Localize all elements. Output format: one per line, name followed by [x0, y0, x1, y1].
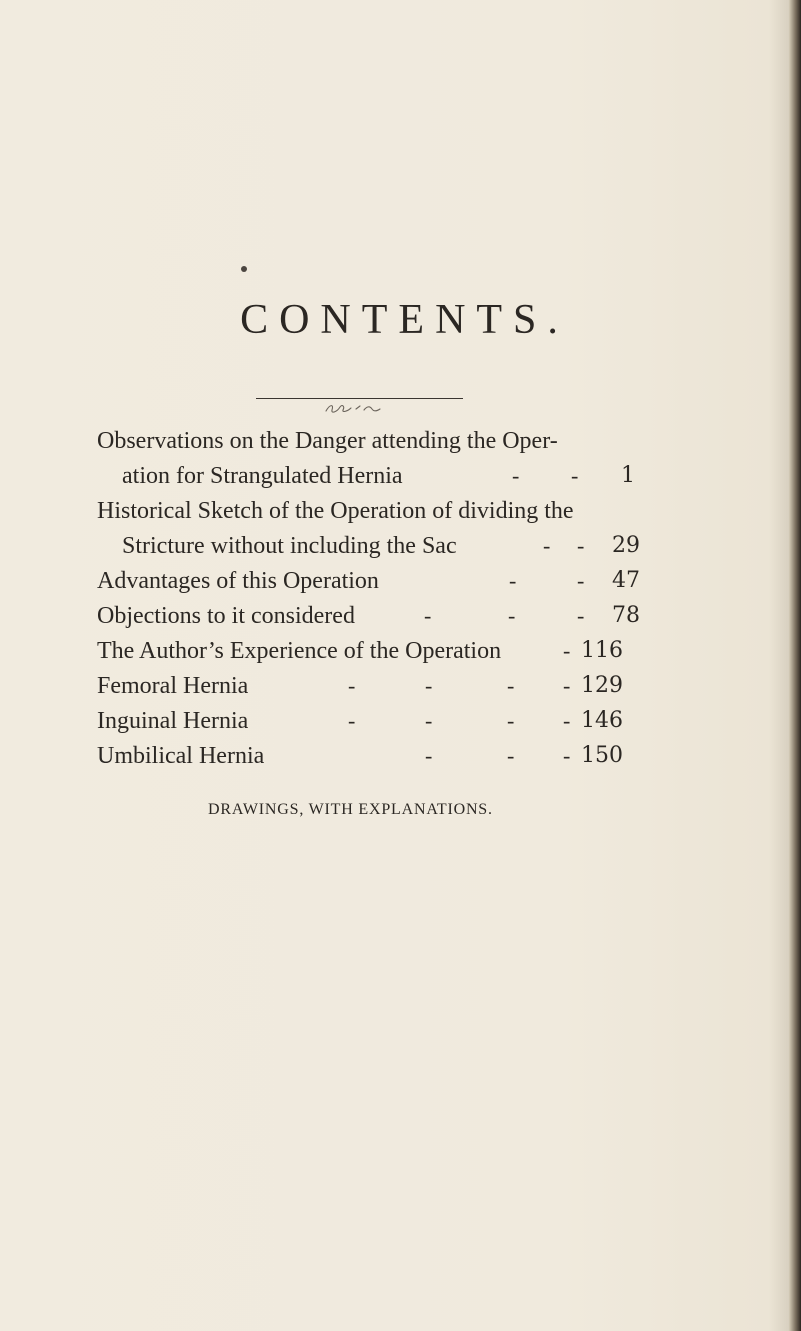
leader-dash: - — [563, 638, 571, 663]
drawings-caption: DRAWINGS, WITH EXPLANATIONS. — [208, 801, 493, 818]
leader-dash: - — [577, 533, 585, 558]
leader-dash: - — [507, 673, 515, 698]
toc-page-number: 116 — [581, 638, 623, 663]
leader-dash: - — [507, 708, 515, 733]
toc-entry-text: Advantages of this Operation — [97, 568, 379, 594]
leader-dash: - — [425, 708, 433, 733]
toc-entry-text: The Author’s Experience of the Operation — [97, 638, 502, 664]
leader-dash: - — [543, 533, 551, 558]
flourish-icon — [296, 400, 406, 416]
leader-dash: - — [348, 708, 356, 733]
leader-dash: - — [348, 673, 356, 698]
leader-dash: - — [425, 743, 433, 768]
leader-dash: - — [512, 463, 520, 488]
leader-dash: - — [577, 568, 585, 593]
toc-entry-text: Inguinal Hernia — [97, 708, 249, 734]
page-title: CONTENTS. — [240, 297, 569, 343]
leader-dash: - — [563, 673, 571, 698]
leader-dash: - — [508, 603, 516, 628]
leader-dash: - — [424, 603, 432, 628]
toc-page-number: 150 — [581, 743, 623, 768]
toc-entry-text: Stricture without including the Sac — [122, 533, 457, 559]
toc-entry-text: Observations on the Danger attending the Oper- — [97, 428, 558, 454]
page-edge-shadow — [789, 0, 801, 1331]
ink-speck — [241, 266, 247, 272]
toc-page-number: 78 — [612, 603, 640, 628]
leader-dash: - — [425, 673, 433, 698]
toc-entry-text: Femoral Hernia — [97, 673, 249, 699]
leader-dash: - — [563, 743, 571, 768]
table-of-contents — [0, 425, 801, 785]
leader-dash: - — [507, 743, 515, 768]
toc-page-number: 1 — [621, 463, 635, 488]
leader-dash: - — [563, 708, 571, 733]
toc-entry-text: Umbilical Hernia — [97, 743, 265, 769]
toc-entry-text: ation for Strangulated Hernia — [122, 463, 403, 489]
leader-dash: - — [509, 568, 517, 593]
toc-page-number: 129 — [581, 673, 623, 698]
leader-dash: - — [577, 603, 585, 628]
leader-dash: - — [571, 463, 579, 488]
toc-page-number: 47 — [612, 568, 640, 593]
toc-page-number: 29 — [612, 533, 640, 558]
toc-entry-text: Historical Sketch of the Operation of dividing the — [97, 498, 574, 524]
toc-page-number: 146 — [581, 708, 623, 733]
title-divider — [256, 398, 463, 399]
toc-entry-text: Objections to it considered — [97, 603, 355, 629]
